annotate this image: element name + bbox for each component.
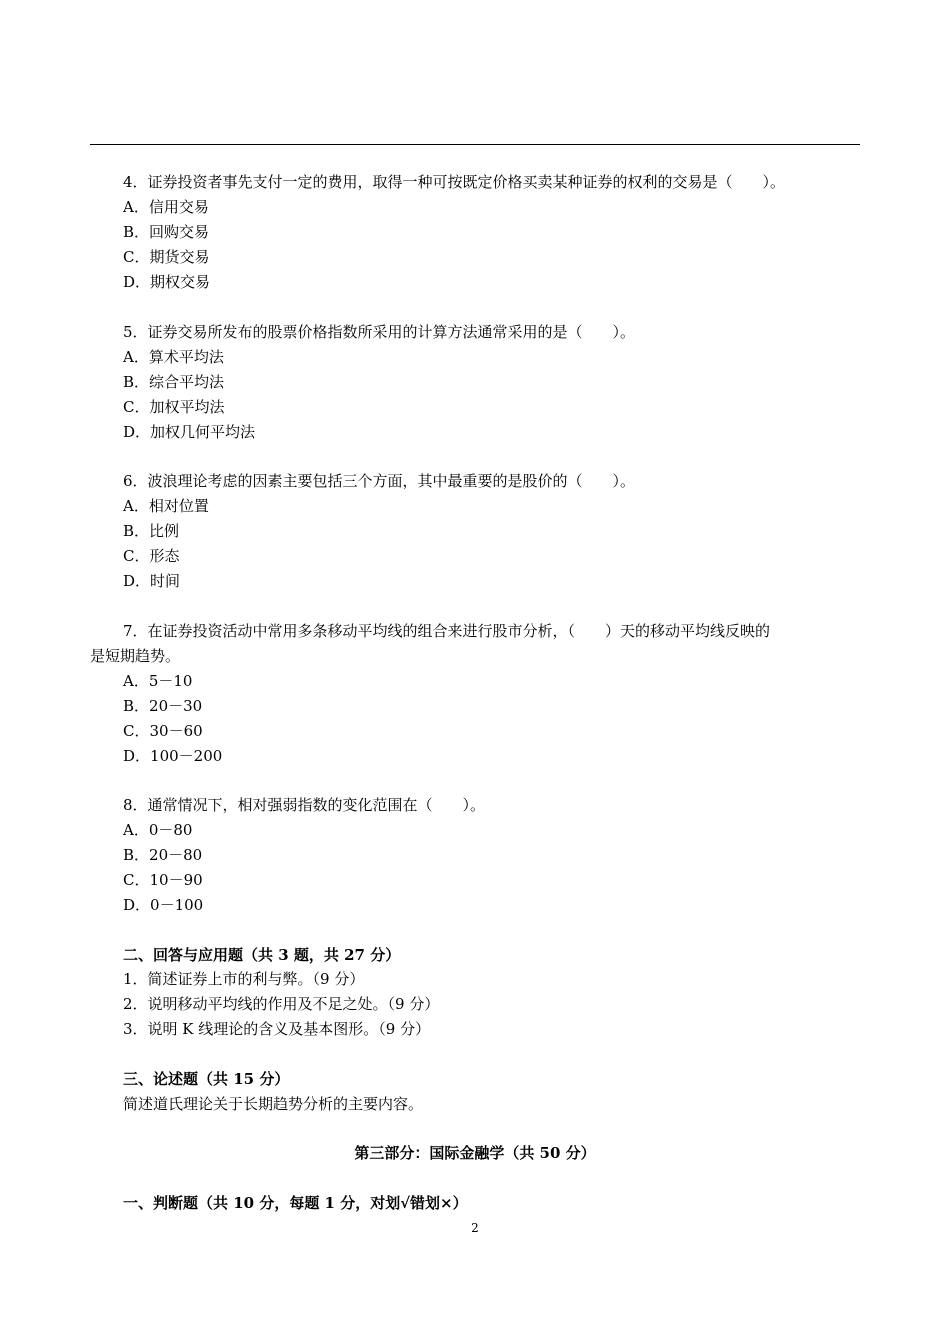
question-4-option-a: A．信用交易 (123, 198, 209, 216)
section-3-heading: 三、论述题（共 15 分） (123, 1070, 290, 1088)
question-8-stem: 8．通常情况下，相对强弱指数的变化范围在（ ）。 (123, 796, 486, 814)
question-6-option-b: B．比例 (123, 522, 180, 540)
question-7-stem-line1: 7．在证券投资活动中常用多条移动平均线的组合来进行股市分析，（ ）天的移动平均线反映的 (123, 622, 771, 640)
question-8-option-a: A．0－80 (123, 821, 193, 839)
question-6-option-a: A．相对位置 (123, 497, 209, 515)
question-5-option-b: B．综合平均法 (123, 373, 225, 391)
part-3-section-1-heading: 一、判断题（共 10 分，每题 1 分，对划√错划×） (123, 1194, 468, 1212)
question-6-option-c: C．形态 (123, 547, 180, 565)
section-2-item-3: 3．说明 K 线理论的含义及基本图形。（9 分） (123, 1020, 431, 1038)
page-number: 2 (471, 1221, 479, 1235)
question-7-option-a: A．5－10 (123, 672, 193, 690)
part-3-title: 第三部分：国际金融学（共 50 分） (354, 1144, 596, 1162)
question-8-option-c: C．10－90 (123, 871, 203, 889)
question-5-option-a: A．算术平均法 (123, 348, 224, 366)
section-3-body: 简述道氏理论关于长期趋势分析的主要内容。 (123, 1095, 424, 1113)
section-2-item-1: 1．简述证券上市的利与弊。（9 分） (123, 970, 365, 988)
question-7-option-d: D．100－200 (123, 747, 223, 765)
section-2-item-2: 2．说明移动平均线的作用及不足之处。（9 分） (123, 995, 440, 1013)
question-4-option-d: D．期权交易 (123, 273, 211, 291)
question-4-option-c: C．期货交易 (123, 248, 210, 266)
header-rule (90, 144, 860, 145)
question-7-option-c: C．30－60 (123, 722, 203, 740)
question-4-stem: 4．证券投资者事先支付一定的费用，取得一种可按既定价格买卖某种证券的权利的交易是（ ）。 (123, 173, 786, 191)
question-5-stem: 5．证券交易所发布的股票价格指数所采用的计算方法通常采用的是（ ）。 (123, 323, 636, 341)
question-5-option-d: D．加权几何平均法 (123, 423, 256, 441)
question-7-option-b: B．20－30 (123, 697, 203, 715)
question-6-stem: 6．波浪理论考虑的因素主要包括三个方面，其中最重要的是股价的（ ）。 (123, 472, 636, 490)
question-4-option-b: B．回购交易 (123, 223, 210, 241)
question-7-stem-line2: 是短期趋势。 (90, 647, 181, 665)
question-8-option-b: B．20－80 (123, 846, 203, 864)
question-5-option-c: C．加权平均法 (123, 398, 225, 416)
question-6-option-d: D．时间 (123, 572, 181, 590)
section-2-heading: 二、回答与应用题（共 3 题，共 27 分） (123, 946, 401, 964)
question-8-option-d: D．0－100 (123, 896, 204, 914)
